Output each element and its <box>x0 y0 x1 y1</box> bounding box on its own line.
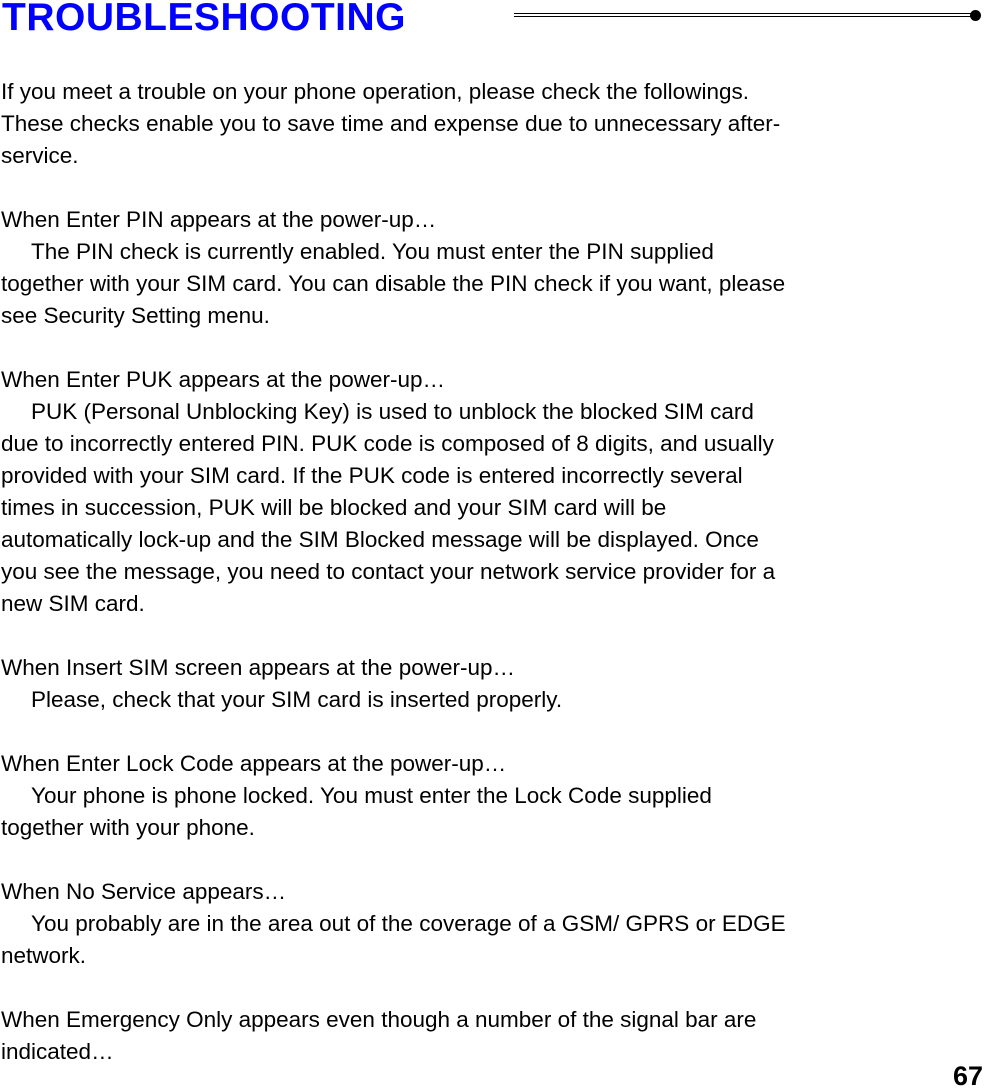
section-enter-pin <box>1 204 971 332</box>
section-emergency-only <box>1 1004 971 1068</box>
section-line: automatically lock-up and the SIM Blocked message will be displayed. Once <box>1 527 759 552</box>
section-line: network. <box>1 943 87 968</box>
section-line: Your phone is phone locked. You must enter the Lock Code supplied <box>31 783 712 808</box>
header-rule-dot <box>970 10 981 21</box>
section-line: you see the message, you need to contact your network service provider for a <box>1 559 776 584</box>
section-no-service <box>1 876 971 972</box>
section-line: You probably are in the area out of the coverage of a GSM/ GPRS or EDGE <box>31 911 786 936</box>
section-heading: When Emergency Only appears even though a number of the signal bar are <box>1 1007 757 1032</box>
section-heading: When Enter Lock Code appears at the power-up… <box>1 751 507 776</box>
page-title: TROUBLESHOOTING <box>2 0 406 39</box>
section-line: The PIN check is currently enabled. You must enter the PIN supplied <box>31 239 714 264</box>
section-heading: When Enter PUK appears at the power-up… <box>1 367 445 392</box>
section-line: together with your phone. <box>1 815 255 840</box>
section-line: see Security Setting menu. <box>1 303 270 328</box>
section-insert-sim <box>1 652 971 716</box>
section-line: together with your SIM card. You can disable the PIN check if you want, please <box>1 271 786 296</box>
section-line: provided with your SIM card. If the PUK code is entered incorrectly several <box>1 463 743 488</box>
intro-paragraph <box>1 76 971 172</box>
intro-line: If you meet a trouble on your phone operation, please check the followings. <box>1 79 749 104</box>
section-enter-puk <box>1 364 971 620</box>
section-line: due to incorrectly entered PIN. PUK code is composed of 8 digits, and usually <box>1 431 774 456</box>
section-heading: indicated… <box>1 1039 114 1064</box>
section-heading: When Insert SIM screen appears at the power-up… <box>1 655 515 680</box>
page-number: 67 <box>952 1061 983 1091</box>
header-rule <box>514 13 975 17</box>
section-line: new SIM card. <box>1 591 145 616</box>
section-line: times in succession, PUK will be blocked and your SIM card will be <box>1 495 667 520</box>
intro-line: These checks enable you to save time and expense due to unnecessary after- <box>1 111 781 136</box>
page-header <box>2 0 982 40</box>
document-body <box>1 76 971 1068</box>
section-line: PUK (Personal Unblocking Key) is used to unblock the blocked SIM card <box>31 399 754 424</box>
intro-line: service. <box>1 143 79 168</box>
section-line: Please, check that your SIM card is inserted properly. <box>31 687 563 712</box>
section-enter-lock-code <box>1 748 971 844</box>
section-heading: When Enter PIN appears at the power-up… <box>1 207 437 232</box>
section-heading: When No Service appears… <box>1 879 287 904</box>
